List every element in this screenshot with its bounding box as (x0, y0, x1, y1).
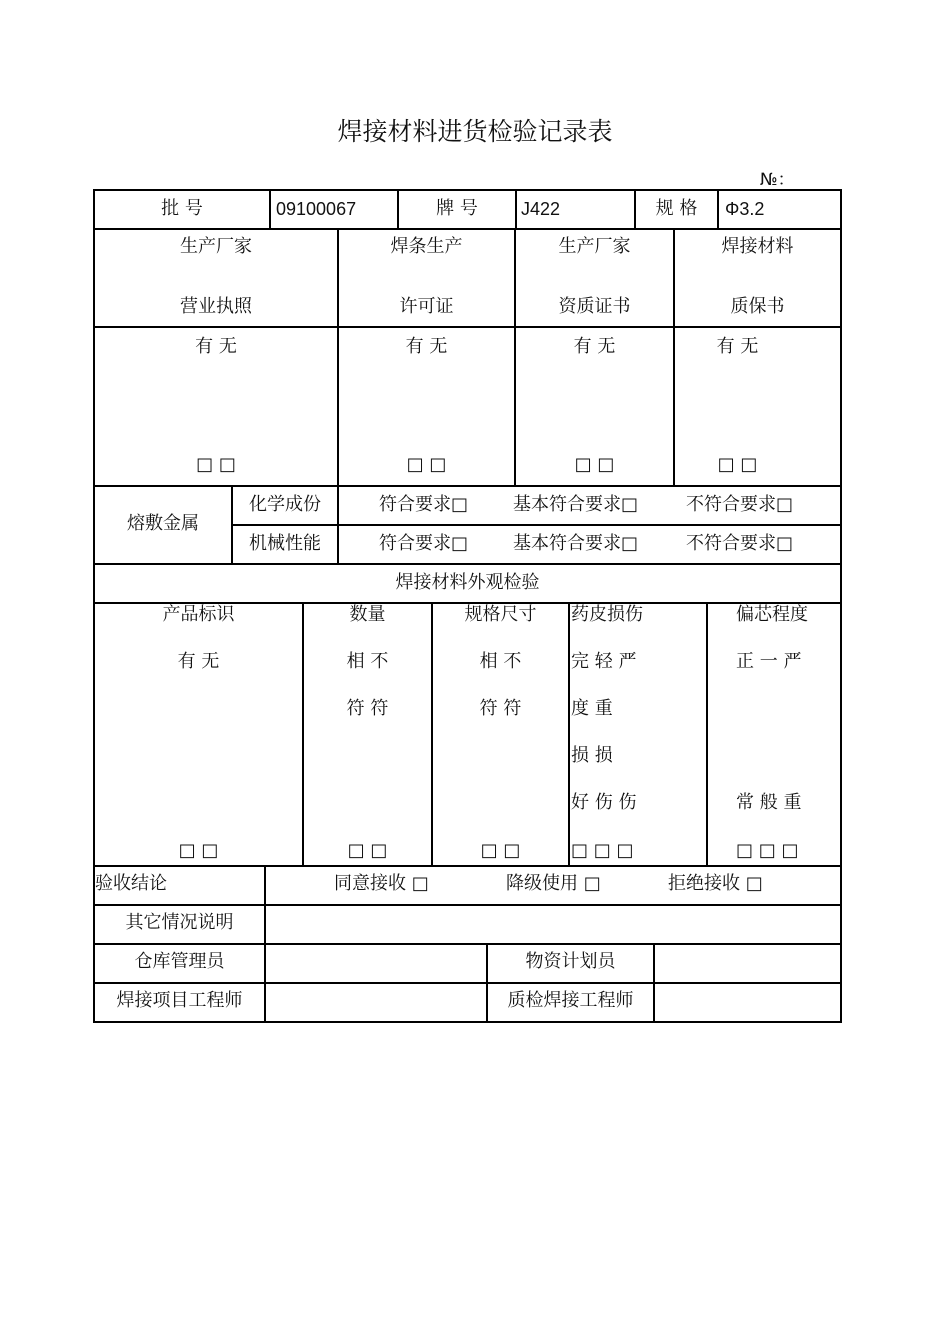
chem-not-meets-option[interactable]: 不符合要求□ (686, 494, 794, 515)
welding-engineer-field[interactable] (266, 984, 486, 1021)
col-line (706, 602, 708, 866)
spec-value: Φ3.2 (725, 199, 765, 219)
other-remarks-field[interactable] (266, 906, 840, 943)
have-none-label: 有 无 (195, 336, 237, 357)
col-line (568, 602, 570, 866)
table-border-bottom (93, 1021, 842, 1023)
batch-value: 09100067 (276, 199, 357, 219)
material-planner-field[interactable] (655, 945, 840, 982)
appearance-inspection-title: 焊接材料外观检验 (395, 572, 540, 593)
coating-damage-title: 药皮损伤 (571, 604, 643, 625)
product-marking-title: 产品标识 (162, 604, 235, 625)
coating-damage-line2: 度 重 (571, 698, 613, 719)
chem-basically-meets-option[interactable]: 基本符合要求□ (513, 494, 639, 515)
product-marking-have-none: 有 无 (177, 651, 220, 672)
row-line (93, 485, 842, 487)
material-planner-label: 物资计划员 (525, 951, 616, 972)
have-none-checkboxes[interactable]: □ □ (574, 454, 615, 475)
batch-label: 批 号 (161, 198, 203, 219)
acceptance-conclusion-label: 验收结论 (95, 873, 167, 894)
have-none-label: 有 无 (716, 336, 759, 357)
quantity-line1: 相 不 (346, 651, 389, 672)
doc-header-line1: 焊条生产 (390, 236, 463, 257)
accept-option[interactable]: 同意接收 □ (334, 873, 429, 894)
brand-value: J422 (521, 199, 561, 219)
welding-engineer-label: 焊接项目工程师 (116, 990, 243, 1011)
have-none-checkboxes[interactable]: □ □ (196, 454, 236, 475)
mech-not-meets-option[interactable]: 不符合要求□ (686, 533, 794, 554)
eccentricity-checkboxes[interactable]: □ □ □ (736, 840, 799, 861)
quantity-title: 数量 (349, 604, 386, 625)
eccentricity-line1: 正 一 严 (736, 651, 802, 672)
coating-damage-checkboxes[interactable]: □ □ □ (571, 840, 634, 861)
row-line (93, 563, 842, 565)
mech-basically-meets-option[interactable]: 基本符合要求□ (513, 533, 639, 554)
doc-header-line2: 资质证书 (558, 296, 631, 317)
size-spec-title: 规格尺寸 (464, 604, 537, 625)
col-line (515, 189, 517, 229)
page-title: 焊接材料进货检验记录表 (337, 117, 613, 146)
table-border-right (840, 189, 842, 1023)
col-line (337, 485, 339, 564)
row-line (93, 326, 842, 328)
doc-header-line1: 生产厂家 (180, 236, 252, 257)
other-remarks-label: 其它情况说明 (125, 912, 234, 933)
col-line (717, 189, 719, 229)
row-line (232, 524, 842, 526)
size-spec-line1: 相 不 (479, 651, 522, 672)
mech-meets-option[interactable]: 符合要求□ (379, 533, 469, 554)
doc-header-line1: 生产厂家 (558, 236, 631, 257)
row-line (93, 865, 842, 867)
qc-welding-engineer-label: 质检焊接工程师 (507, 990, 634, 1011)
have-none-label: 有 无 (405, 336, 448, 357)
brand-label: 牌 号 (436, 198, 478, 219)
record-number-label: №： (760, 170, 795, 190)
col-line (269, 189, 271, 229)
qc-welding-engineer-field[interactable] (655, 984, 840, 1021)
doc-header-line2: 许可证 (399, 296, 454, 317)
product-marking-checkboxes[interactable]: □ □ (178, 840, 219, 861)
coating-damage-line4: 好 伤 伤 (571, 792, 637, 813)
quantity-line2: 符 符 (346, 698, 389, 719)
deposited-metal-label: 熔敷金属 (127, 513, 199, 534)
size-spec-checkboxes[interactable]: □ □ (480, 840, 521, 861)
have-none-checkboxes[interactable]: □ □ (406, 454, 447, 475)
doc-header-line2: 营业执照 (180, 296, 252, 317)
quantity-checkboxes[interactable]: □ □ (347, 840, 388, 861)
have-none-label: 有 无 (573, 336, 616, 357)
warehouse-keeper-label: 仓库管理员 (134, 951, 225, 972)
eccentricity-title: 偏芯程度 (736, 604, 808, 625)
have-none-checkboxes[interactable]: □ □ (717, 454, 758, 475)
spec-label: 规 格 (655, 198, 698, 219)
reject-option[interactable]: 拒绝接收 □ (668, 873, 763, 894)
doc-header-line2: 质保书 (730, 296, 785, 317)
warehouse-keeper-field[interactable] (266, 945, 486, 982)
chem-meets-option[interactable]: 符合要求□ (379, 494, 469, 515)
col-line (431, 602, 433, 866)
size-spec-line2: 符 符 (479, 698, 522, 719)
doc-header-line1: 焊接材料 (721, 236, 794, 257)
row-line (93, 228, 842, 230)
col-line (302, 602, 304, 866)
mechanical-properties-label: 机械性能 (249, 533, 321, 554)
coating-damage-line3: 损 损 (571, 745, 613, 766)
chemical-composition-label: 化学成份 (249, 494, 321, 515)
table-border-top (93, 189, 842, 191)
eccentricity-line2: 常 般 重 (736, 792, 802, 813)
downgrade-option[interactable]: 降级使用 □ (506, 873, 601, 894)
coating-damage-line1: 完 轻 严 (571, 651, 637, 672)
